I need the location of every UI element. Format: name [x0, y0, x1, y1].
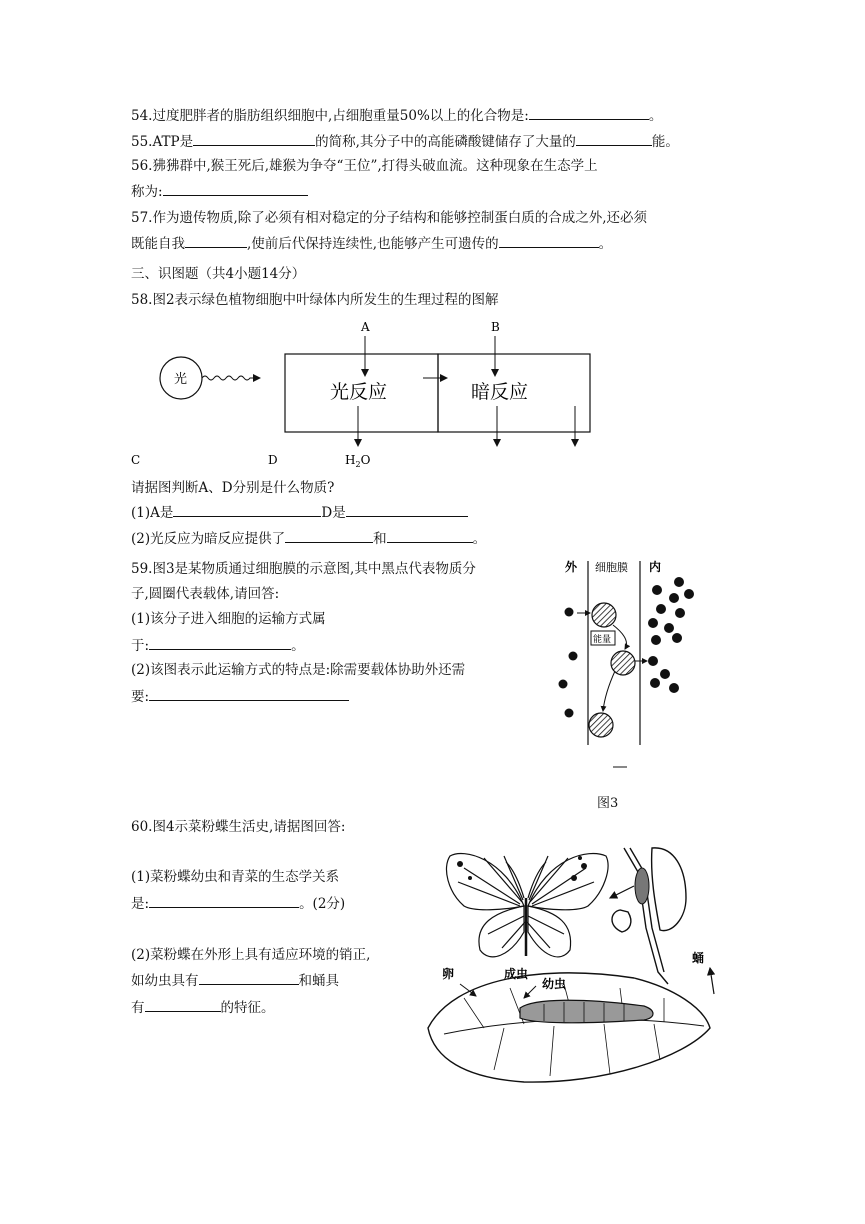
q56-blank[interactable] — [163, 181, 308, 196]
q58-p2-text-a: (2)光反应为暗反应提供了 — [131, 531, 286, 547]
q59-line1 — [131, 559, 476, 579]
pupa — [635, 868, 649, 904]
photosynthesis-diagram — [0, 316, 865, 476]
carrier-3 — [589, 713, 613, 737]
q58-p2-blank-1[interactable] — [285, 528, 373, 543]
light-label: 光 — [174, 372, 188, 387]
q58-part1 — [131, 502, 468, 523]
q59-line3 — [131, 609, 326, 629]
light-wave-arrow — [202, 376, 260, 380]
butterfly-lifecycle-figure — [424, 838, 724, 1088]
cabbage-leaf — [428, 973, 710, 1082]
q57-blank-2[interactable] — [499, 233, 599, 248]
q58-p1-label-a: (1)A是 — [131, 505, 174, 521]
q55-line — [131, 131, 679, 152]
q54-answer-blank[interactable] — [529, 105, 649, 120]
q58-part2 — [131, 528, 486, 549]
q60-p2-label-larva: 如幼虫具有 — [131, 973, 199, 989]
light-reaction-label: 光反应 — [330, 381, 388, 403]
q60-p1-label: 是: — [131, 896, 150, 912]
q54-text: 54.过度肥胖者的脂肪组织细胞中,占细胞重量50%以上的化合物是: — [131, 108, 529, 124]
q57-text-a: 既能自我 — [131, 236, 185, 252]
q60-p2-label-pupa: 和蛹具 — [298, 973, 339, 989]
adult-butterfly — [446, 854, 608, 957]
q54-line — [131, 105, 662, 126]
q60-line4 — [131, 970, 339, 991]
q60-p2-label-have: 有 — [131, 1000, 145, 1016]
q58-ask — [131, 478, 334, 498]
energy-label: 能量 — [593, 635, 612, 645]
label-H2O: $H_2O$ — [345, 453, 371, 469]
q60-p1-end: 。(2分) — [299, 896, 346, 912]
q58-p2-end: 。 — [472, 531, 487, 547]
q60-line2 — [131, 893, 345, 914]
q59-p2-label: 要: — [131, 689, 150, 705]
stem-and-leaf — [612, 848, 686, 984]
q58-title-text: 58.图2表示绿色植物细胞中叶绿体内所发生的生理过程的图解 — [131, 292, 499, 308]
larva-arrow — [524, 986, 536, 998]
q58-title — [131, 290, 499, 310]
q57-text-c: 。 — [598, 236, 613, 252]
larva-to-pupa-arrow — [710, 968, 714, 994]
inside-label: 内 — [649, 560, 662, 574]
egg-label: 卵 — [442, 967, 455, 981]
label-C: C — [131, 453, 141, 467]
outside-molecules — [559, 608, 578, 718]
membrane-label: 细胞膜 — [595, 561, 628, 574]
q59-line5 — [131, 660, 465, 680]
inside-molecules — [648, 577, 694, 693]
q59-line6 — [131, 686, 349, 707]
q56-line1 — [131, 156, 598, 176]
adult-label: 成虫 — [504, 967, 529, 981]
q59-line4 — [131, 635, 305, 656]
q55-text-c: 能。 — [651, 134, 679, 150]
q60-p2-text: (2)菜粉蝶在外形上具有适应环境的销正, — [131, 947, 371, 963]
q57-text-b: ,使前后代保持连续性,也能够产生可遗传的 — [247, 236, 499, 252]
q56-text: 56.狒狒群中,猴王死后,雄猴为争夺“王位”,打得头破血流。这种现象在生态学上 — [131, 158, 598, 174]
label-B: B — [491, 320, 500, 334]
q59-p1-text: (1)该分子进入细胞的运输方式属 — [131, 611, 326, 627]
q58-p2-text-b: 和 — [373, 531, 387, 547]
q57-line2 — [131, 233, 612, 254]
outside-label: 外 — [565, 560, 578, 574]
pupa-to-adult-arrow — [610, 886, 634, 898]
q59-text-2: 子,圆圈代表载体,请回答: — [131, 586, 280, 602]
q59-p1-label: 于: — [131, 638, 150, 654]
q56-label: 称为: — [131, 184, 163, 200]
q55-text-b: 的简称,其分子中的高能磷酸键储存了大量的 — [315, 134, 576, 150]
q60-p2-end: 的特征。 — [220, 1000, 275, 1016]
q58-D-blank[interactable] — [346, 502, 468, 517]
q60-line3 — [131, 945, 370, 965]
q57-line1 — [131, 208, 647, 228]
q57-text: 57.作为遗传物质,除了必须有相对稳定的分子结构和能够控制蛋白质的合成之外,还必须 — [131, 210, 648, 226]
q58-A-blank[interactable] — [173, 502, 321, 517]
q60-larva-blank[interactable] — [199, 970, 299, 985]
label-D: D — [268, 453, 278, 467]
label-A: A — [361, 320, 370, 334]
q59-p1-blank[interactable] — [149, 635, 291, 650]
dark-reaction-label: 暗反应 — [471, 381, 529, 403]
q60-p1-text: (1)菜粉蝶幼虫和青菜的生态学关系 — [131, 869, 340, 885]
q60-line5 — [131, 997, 275, 1018]
q60-p1-blank[interactable] — [149, 893, 299, 908]
q56-line2 — [131, 181, 308, 202]
q58-p1-label-d: D是 — [321, 505, 346, 521]
section-3-heading — [131, 264, 305, 284]
q59-p2-blank[interactable] — [149, 686, 349, 701]
q55-blank-2[interactable] — [576, 131, 652, 146]
carrier-1 — [592, 603, 616, 627]
q54-end: 。 — [648, 108, 663, 124]
q57-blank-1[interactable] — [185, 233, 247, 248]
larva-label: 幼虫 — [542, 977, 567, 991]
q59-p2-text: (2)该图表示此运输方式的特点是:除需要载体协助外还需 — [131, 662, 466, 678]
q55-text-a: 55.ATP是 — [131, 134, 194, 150]
q60-title-text: 60.图4示菜粉蝶生活史,请据图回答: — [131, 819, 346, 835]
q60-pupa-blank[interactable] — [145, 997, 221, 1012]
figure-3-caption: 图3 — [597, 796, 619, 811]
membrane-transport-figure — [543, 553, 723, 783]
q60-title — [131, 817, 345, 837]
q58-p2-blank-2[interactable] — [387, 528, 473, 543]
section-3-title: 三、识图题（共4小题14分） — [131, 266, 306, 282]
larva — [520, 1000, 653, 1023]
pupa-label: 蛹 — [692, 951, 705, 965]
q59-text-1: 59.图3是某物质通过细胞膜的示意图,其中黑点代表物质分 — [131, 561, 476, 577]
carrier-path-arrow-2 — [603, 671, 615, 711]
q59-p1-end: 。 — [291, 638, 305, 654]
q55-blank-1[interactable] — [193, 131, 315, 146]
q58-ask-text: 请据图判断A、D分别是什么物质? — [131, 480, 335, 496]
q59-line2 — [131, 584, 279, 604]
q60-line1 — [131, 867, 339, 887]
